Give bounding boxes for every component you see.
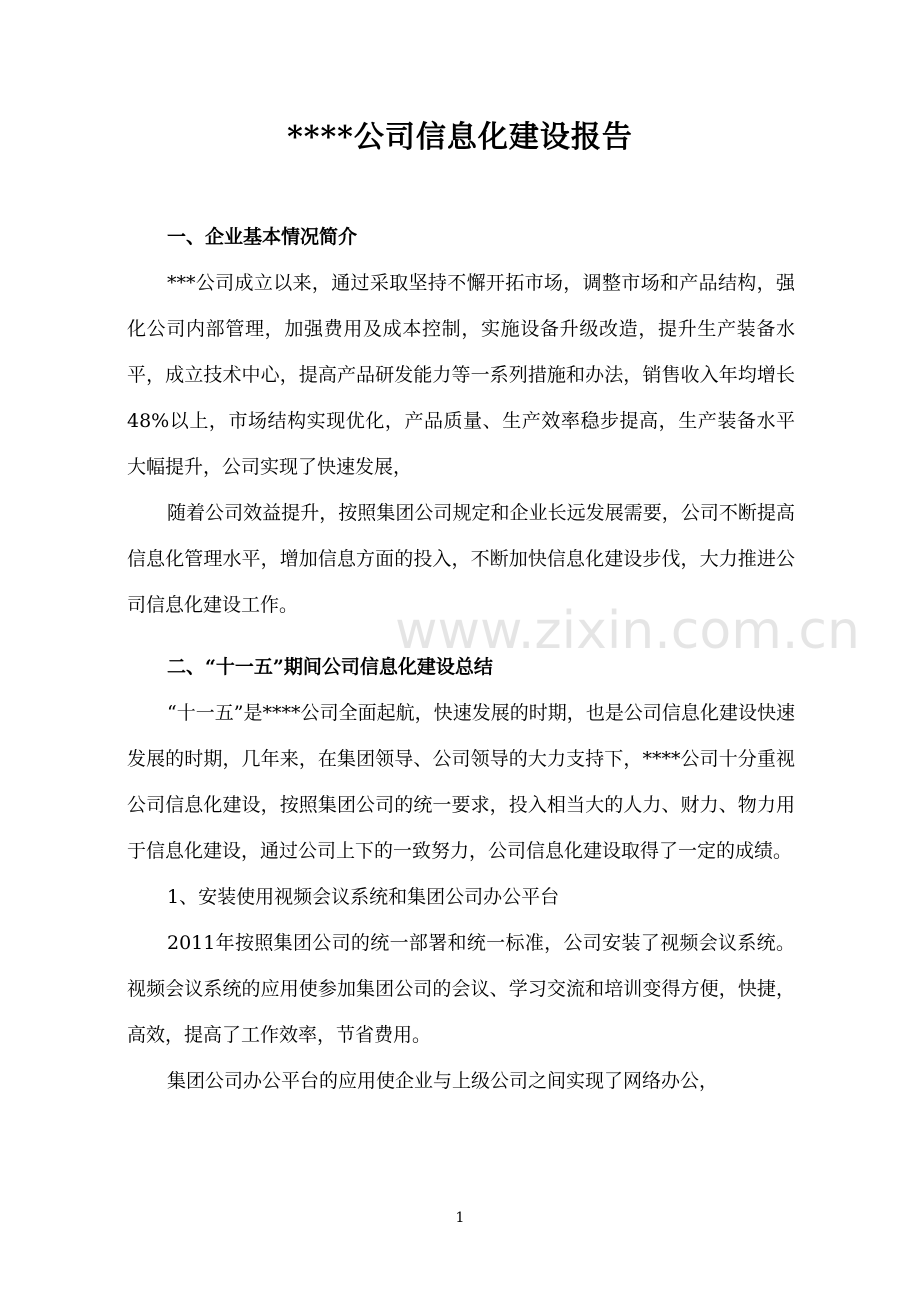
- section-heading-2: 二、“十一五”期间公司信息化建设总结: [167, 656, 493, 678]
- watermark: www.zixin.com.cn: [395, 601, 860, 661]
- subsection-heading: 1、安装使用视频会议系统和集团公司办公平台: [167, 886, 560, 908]
- document-title: ****公司信息化建设报告: [287, 120, 633, 155]
- section-body-1: [127, 260, 795, 628]
- section-heading-1: 一、企业基本情况简介: [167, 226, 358, 248]
- paragraph: 随着公司效益提升，按照集团公司规定和企业长远发展需要，公司不断提高信息化管理水平，增加信息方面的投入，不断加快信息化建设步伐，大力推进公司信息化建设工作。: [127, 502, 795, 616]
- paragraph: 2011年按照集团公司的统一部署和统一标准，公司安装了视频会议系统。视频会议系统的应用使参加集团公司的会议、学习交流和培训变得方便，快捷，高效，提高了工作效率，节省费用。: [127, 932, 795, 1046]
- paragraph: 集团公司办公平台的应用使企业与上级公司之间实现了网络办公，: [167, 1070, 719, 1092]
- paragraph: ***公司成立以来，通过采取坚持不懈开拓市场，调整市场和产品结构，强化公司内部管理，加强费用及成本控制，实施设备升级改造，提升生产装备水平，成立技术中心，提高产品研发能力等一系列措施和办法，销售收入年均增长48%以上，市场结构实现优化，产品质量、生产效率稳步提高，生产装备水平大幅提升，公司实现了快速发展，: [127, 272, 795, 478]
- section-body-2: [127, 690, 795, 1104]
- page-number: 1: [455, 1210, 465, 1226]
- paragraph: “十一五”是****公司全面起航，快速发展的时期，也是公司信息化建设快速发展的时期，几年来，在集团领导、公司领导的大力支持下，****公司十分重视公司信息化建设，按照集团公司的统一要求，投入相当大的人力、财力、物力用于信息化建设，通过公司上下的一致努力，公司信息化建设取得了一定的成绩。: [127, 702, 795, 862]
